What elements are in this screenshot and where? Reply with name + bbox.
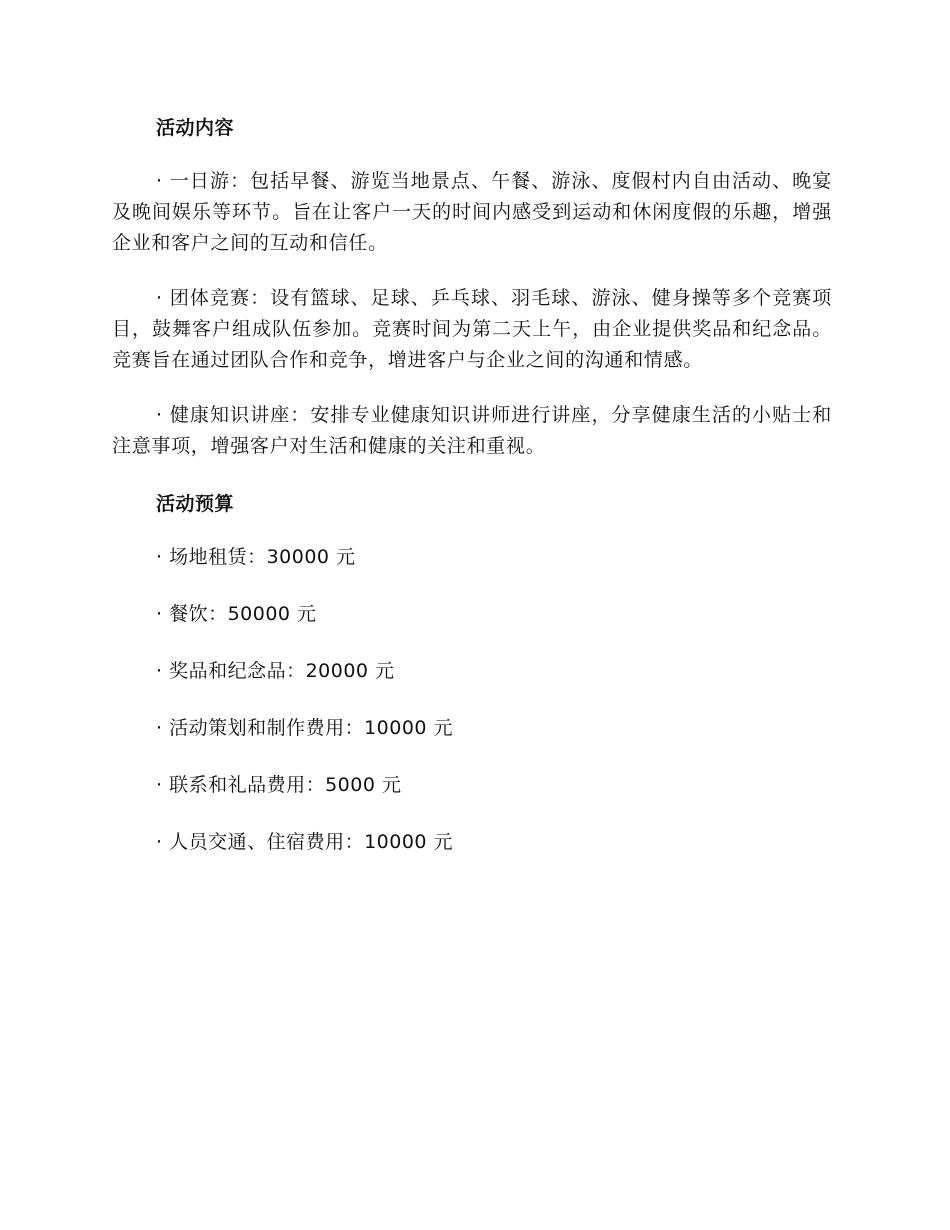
budget-item-contact-gifts: · 联系和礼品费用：5000 元 — [156, 774, 402, 796]
activity-item-day-trip: · 一日游：包括早餐、游览当地景点、午餐、游泳、度假村内自由活动、晚宴及晚间娱乐等环节。旨在让客户一天的时间内感受到运动和休闲度假的乐趣，增强企业和客户之间的互动和信任。 — [112, 170, 832, 254]
budget-item-prizes-souvenirs: · 奖品和纪念品：20000 元 — [156, 660, 395, 682]
document-content — [112, 110, 832, 858]
activity-item-health-lecture: · 健康知识讲座：安排专业健康知识讲师进行讲座，分享健康生活的小贴士和注意事项，增强客户对生活和健康的关注和重视。 — [112, 404, 832, 457]
budget-list — [112, 542, 832, 858]
section-heading-activity-content: 活动内容 — [156, 117, 235, 139]
budget-item-catering: · 餐饮：50000 元 — [156, 603, 317, 625]
budget-item-venue-rental: · 场地租赁：30000 元 — [156, 546, 356, 568]
activity-item-team-competition: · 团体竞赛：设有篮球、足球、乒乓球、羽毛球、游泳、健身操等多个竞赛项目，鼓舞客户组成队伍参加。竞赛时间为第二天上午，由企业提供奖品和纪念品。竞赛旨在通过团队合作和竞争，增进客户与企业之间的沟通和情感。 — [112, 287, 832, 371]
budget-item-transport-lodging: · 人员交通、住宿费用：10000 元 — [156, 831, 454, 853]
section-heading-activity-budget: 活动预算 — [156, 493, 235, 515]
budget-item-planning-production: · 活动策划和制作费用：10000 元 — [156, 717, 454, 739]
